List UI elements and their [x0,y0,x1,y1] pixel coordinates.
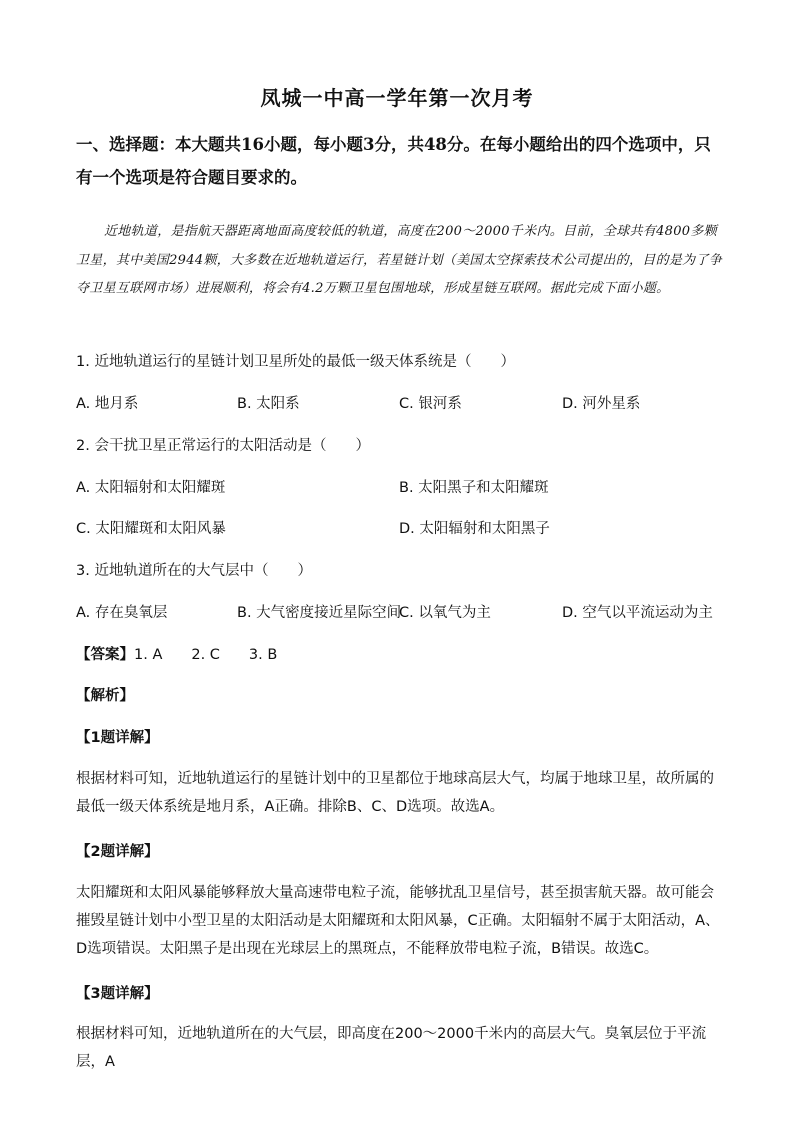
reading-passage: 近地轨道，是指航天器距离地面高度较低的轨道，高度在200～2000千米内。目前，全球共有4800多颗卫星，其中美国2944颗，大多数在近地轨道运行，若星链计划（美国太空探索技术公司提出的，目的是为了争夺卫星互联网市场）进展顺利，将会有4.2万颗卫星包围地球，形成星链互联网。据此完成下面小题。 [76,224,723,296]
question-3-option-d: D. 空气以平流运动为主 [562,605,713,621]
question-3-option-c: C. 以氧气为主 [399,605,491,621]
question-1-stem: 1. 近地轨道运行的星链计划卫星所处的最低一级天体系统是（ ） [76,354,515,370]
detail-3-text: 根据材料可知，近地轨道所在的大气层，即高度在200～2000千米内的高层大气。臭氧层位于平流层，A [76,1026,707,1070]
detail-1-text: 根据材料可知，近地轨道运行的星链计划中的卫星都位于地球高层大气，均属于地球卫星，故所属的最低一级天体系统是地月系，A正确。排除B、C、D选项。故选A。 [76,771,714,815]
answer-line [76,643,277,664]
question-2-option-d: D. 太阳辐射和太阳黑子 [399,521,550,537]
page-title: 凤城一中高一学年第一次月考 [260,86,534,110]
question-2-stem: 2. 会干扰卫星正常运行的太阳活动是（ ） [76,438,370,454]
question-3-stem: 3. 近地轨道所在的大气层中（ ） [76,563,312,579]
detail-2-label: 【2题详解】 [76,844,159,860]
question-3-option-b: B. 大气密度接近星际空间 [237,605,402,621]
answer-label: 【答案】 [76,647,134,663]
question-2-option-a: A. 太阳辐射和太阳耀斑 [76,480,226,496]
question-1-option-a: A. 地月系 [76,396,139,412]
question-1-option-c: C. 银河系 [399,396,462,412]
question-2-option-c: C. 太阳耀斑和太阳风暴 [76,521,226,537]
analysis-label: 【解析】 [76,688,134,704]
detail-1-label: 【1题详解】 [76,730,159,746]
answer-text: 1. A 2. C 3. B [134,647,278,663]
section-heading: 一、选择题：本大题共16小题，每小题3分，共48分。在每小题给出的四个选项中，只有一个选项是符合题目要求的。 [76,135,711,187]
detail-2-text: 太阳耀斑和太阳风暴能够释放大量高速带电粒子流，能够扰乱卫星信号，甚至损害航天器。故可能会摧毁星链计划中小型卫星的太阳活动是太阳耀斑和太阳风暴，C正确。太阳辐射不属于太阳活动，A、D选项错误。太阳黑子是出现在光球层上的黑斑点，不能释放带电粒子流，B错误。故选C。 [76,885,720,957]
detail-3-label: 【3题详解】 [76,986,159,1002]
question-1-option-d: D. 河外星系 [562,396,641,412]
question-1-option-b: B. 太阳系 [237,396,300,412]
question-2-option-b: B. 太阳黑子和太阳耀斑 [399,480,549,496]
question-3-option-a: A. 存在臭氧层 [76,605,168,621]
